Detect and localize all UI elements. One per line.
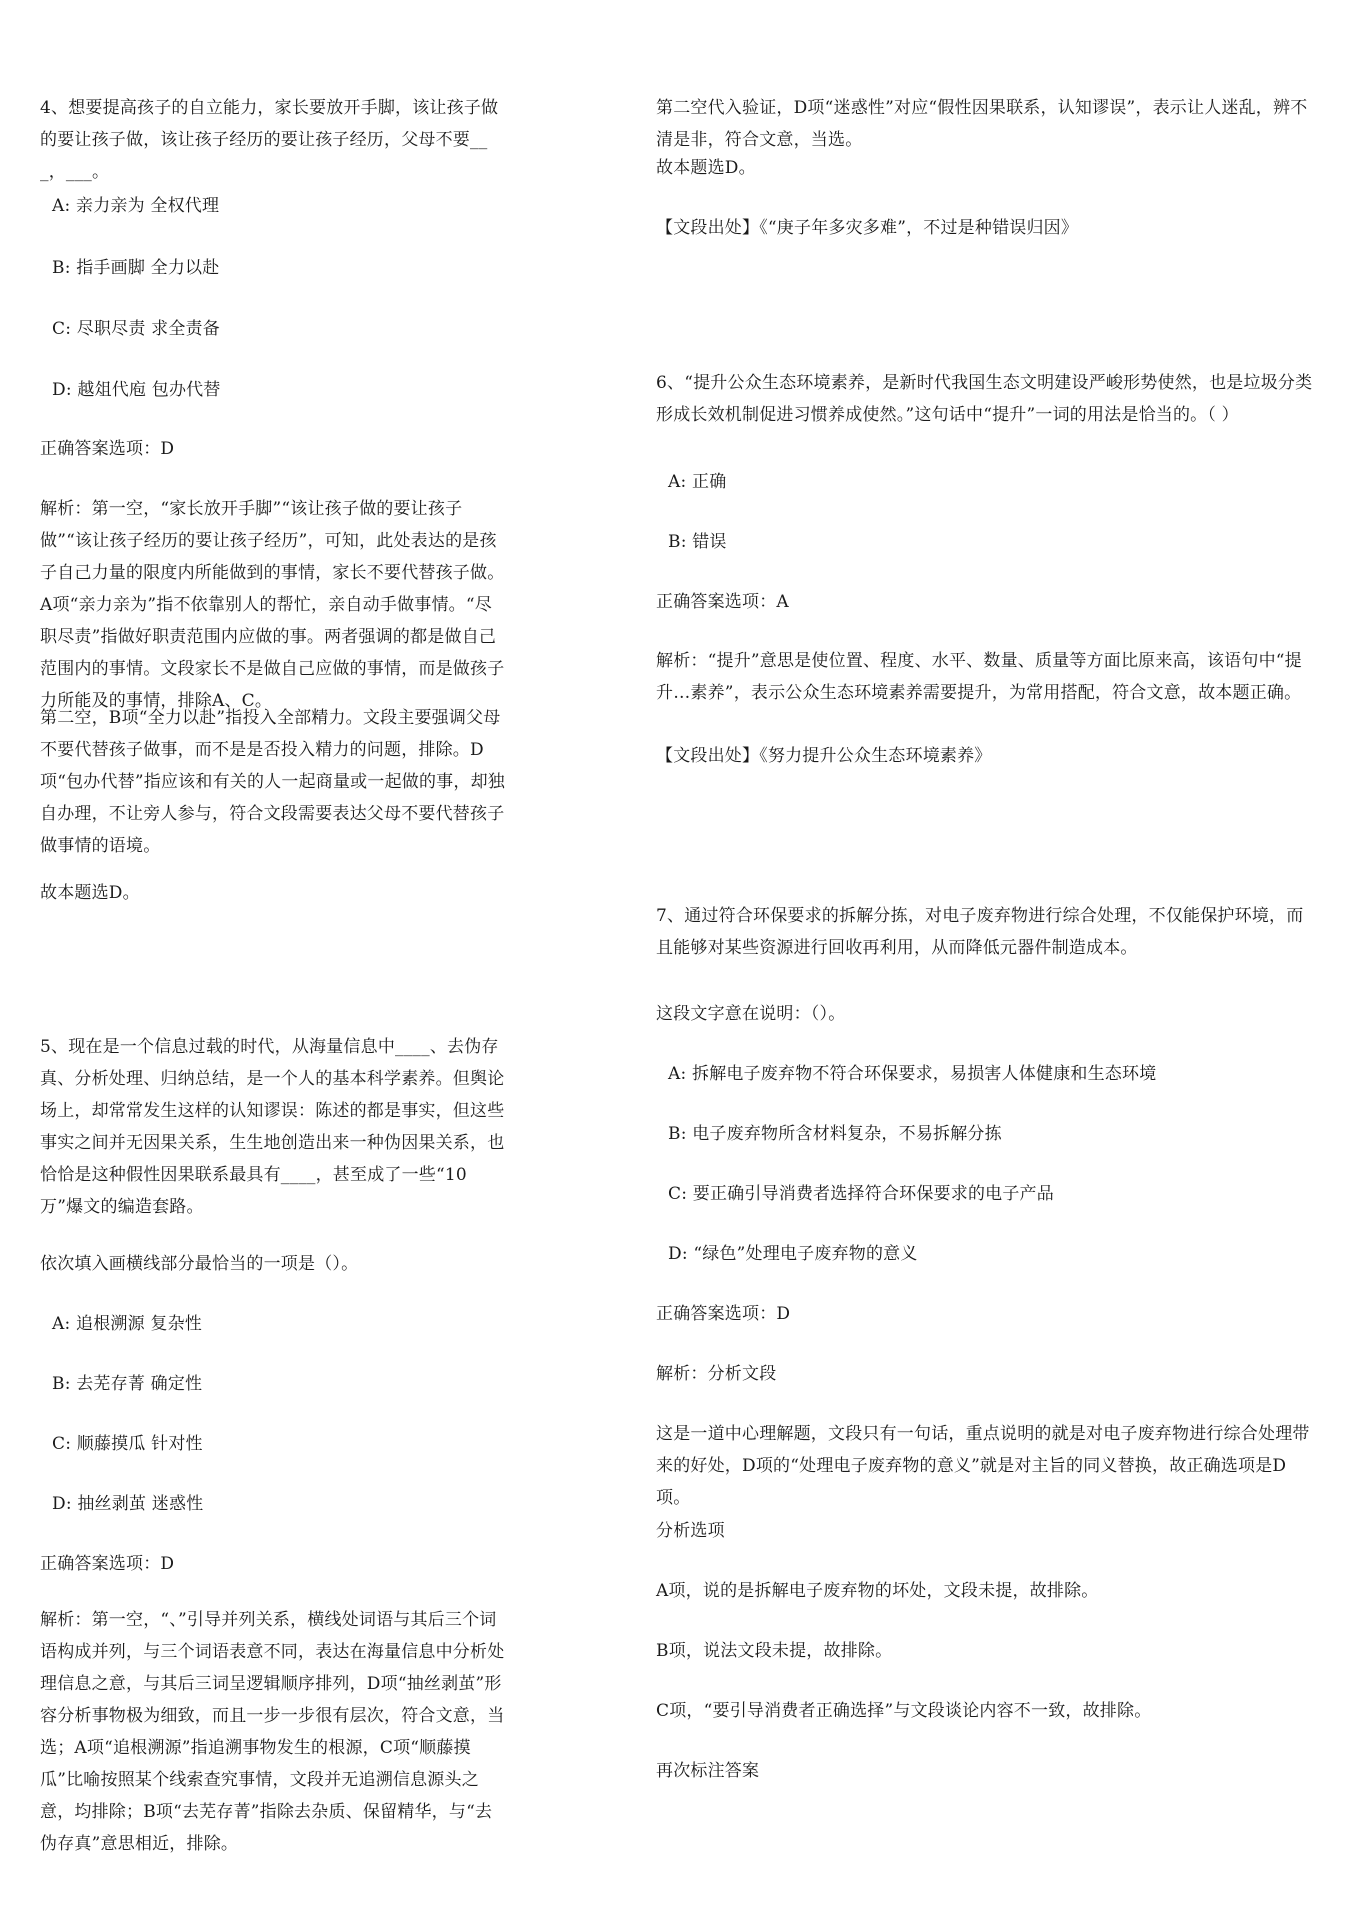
question-4-stem: 4、想要提高孩子的自立能力，家长要放开手脚，该让孩子做的要让孩子做，该让孩子经历的要让孩子经历，父母不要___，___。 xyxy=(40,98,499,182)
question-7-options-label: 分析选项 xyxy=(656,1521,725,1541)
question-7-analysis: 这是一道中心理解题，文段只有一句话，重点说明的就是对电子废弃物进行综合处理带来的好处，D项的“处理电子废弃物的意义”就是对主旨的同义替换，故正确选项是D项。 xyxy=(656,1424,1310,1508)
question-7-final: 再次标注答案 xyxy=(656,1761,760,1781)
question-7-stem: 7、通过符合环保要求的拆解分拣，对电子废弃物进行综合处理，不仅能保护环境，而且能够对某些资源进行回收再利用，从而降低元器件制造成本。 xyxy=(656,906,1304,958)
question-5-analysis-2: 第二空代入验证，D项“迷惑性”对应“假性因果联系，认知谬误”，表示让人迷乱，辨不清是非，符合文意，当选。 xyxy=(656,98,1308,150)
question-5-instruction: 依次填入画横线部分最恰当的一项是（）。 xyxy=(40,1254,359,1274)
question-5-option-c: C: 顺藤摸瓜 针对性 xyxy=(52,1434,203,1454)
question-7-analysis-label: 解析：分析文段 xyxy=(656,1364,777,1384)
question-4-option-c: C: 尽职尽责 求全责备 xyxy=(52,319,220,339)
question-7-option-c: C: 要正确引导消费者选择符合环保要求的电子产品 xyxy=(668,1184,1054,1204)
question-5-source: 【文段出处】《“庚子年多灾多难”，不过是种错误归因》 xyxy=(656,218,1079,238)
question-7-answer: 正确答案选项：D xyxy=(656,1304,791,1324)
question-5-option-b: B: 去芜存菁 确定性 xyxy=(52,1374,203,1394)
question-6-option-b: B: 错误 xyxy=(668,532,727,552)
question-7-option-b: B: 电子废弃物所含材料复杂，不易拆解分拣 xyxy=(668,1124,1002,1144)
question-7-instruction: 这段文字意在说明：（）。 xyxy=(656,1004,846,1024)
question-7-option-d: D: “绿色”处理电子废弃物的意义 xyxy=(668,1244,918,1264)
question-5-stem: 5、现在是一个信息过载的时代，从海量信息中____、去伪存真、分析处理、归纳总结，是一个人的基本科学素养。但舆论场上，却常常发生这样的认知谬误：陈述的都是事实，但这些事实之间并无因果关系，生生地创造出来一种伪因果关系，也恰恰是这种假性因果联系最具有____，甚至成了一些“10万”爆文的编造套路。 xyxy=(40,1037,505,1217)
question-4-option-b: B: 指手画脚 全力以赴 xyxy=(52,258,220,278)
question-6-analysis: 解析：“提升”意思是使位置、程度、水平、数量、质量等方面比原来高，该语句中“提升…素养”，表示公众生态环境素养需要提升，为常用搭配，符合文意，故本题正确。 xyxy=(656,651,1302,703)
question-6-source: 【文段出处】《努力提升公众生态环境素养》 xyxy=(656,746,992,766)
question-4-option-a: A: 亲力亲为 全权代理 xyxy=(52,196,220,216)
question-5-option-d: D: 抽丝剥茧 迷惑性 xyxy=(52,1494,204,1514)
question-4-analysis-2: 第二空，B项“全力以赴”指投入全部精力。文段主要强调父母不要代替孩子做事，而不是是否投入精力的问题，排除。D项“包办代替”指应该和有关的人一起商量或一起做的事，却独自办理，不让旁人参与，符合文段需要表达父母不要代替孩子做事情的语境。 xyxy=(40,708,505,856)
question-6-stem: 6、“提升公众生态环境素养，是新时代我国生态文明建设严峻形势使然，也是垃圾分类形成长效机制促进习惯养成使然。”这句话中“提升”一词的用法是恰当的。（ ） xyxy=(656,373,1313,425)
question-7-option-c-note: C项，“要引导消费者正确选择”与文段谈论内容不一致，故排除。 xyxy=(656,1701,1152,1721)
question-6-answer: 正确答案选项：A xyxy=(656,592,789,612)
question-4-analysis: 解析：第一空，“家长放开手脚”“该让孩子做的要让孩子做”“该让孩子经历的要让孩子经历”，可知，此处表达的是孩子自己力量的限度内所能做到的事情，家长不要代替孩子做。A项“亲力亲为”指不依靠别人的帮忙，亲自动手做事情。“尽职尽责”指做好职责范围内应做的事。两者强调的都是做自己范围内的事情。文段家长不是做自己应做的事情，而是做孩子力所能及的事情，排除A、C。 xyxy=(40,499,505,711)
question-5-conclusion: 故本题选D。 xyxy=(656,158,756,178)
question-6-option-a: A: 正确 xyxy=(668,472,727,492)
question-4-conclusion: 故本题选D。 xyxy=(40,883,140,903)
question-7-option-b-note: B项，说法文段未提，故排除。 xyxy=(656,1641,893,1661)
question-4-option-d: D: 越俎代庖 包办代替 xyxy=(52,380,221,400)
question-5-analysis: 解析：第一空，“、”引导并列关系，横线处词语与其后三个词语构成并列，与三个词语表意不同，表达在海量信息中分析处理信息之意，与其后三词呈逻辑顺序排列，D项“抽丝剥茧”形容分析事物极为细致，而且一步一步很有层次，符合文意，当选；A项“追根溯源”指追溯事物发生的根源，C项“顺藤摸瓜”比喻按照某个线索查究事情，文段并无追溯信息源头之意，均排除；B项“去芜存菁”指除去杂质、保留精华，与“去伪存真”意思相近，排除。 xyxy=(40,1610,505,1854)
question-5-answer: 正确答案选项：D xyxy=(40,1554,175,1574)
question-7-option-a-note: A项，说的是拆解电子废弃物的坏处，文段未提，故排除。 xyxy=(656,1581,1099,1601)
question-5-option-a: A: 追根溯源 复杂性 xyxy=(52,1314,203,1334)
question-4-answer: 正确答案选项：D xyxy=(40,439,175,459)
question-7-option-a: A: 拆解电子废弃物不符合环保要求，易损害人体健康和生态环境 xyxy=(668,1064,1157,1084)
